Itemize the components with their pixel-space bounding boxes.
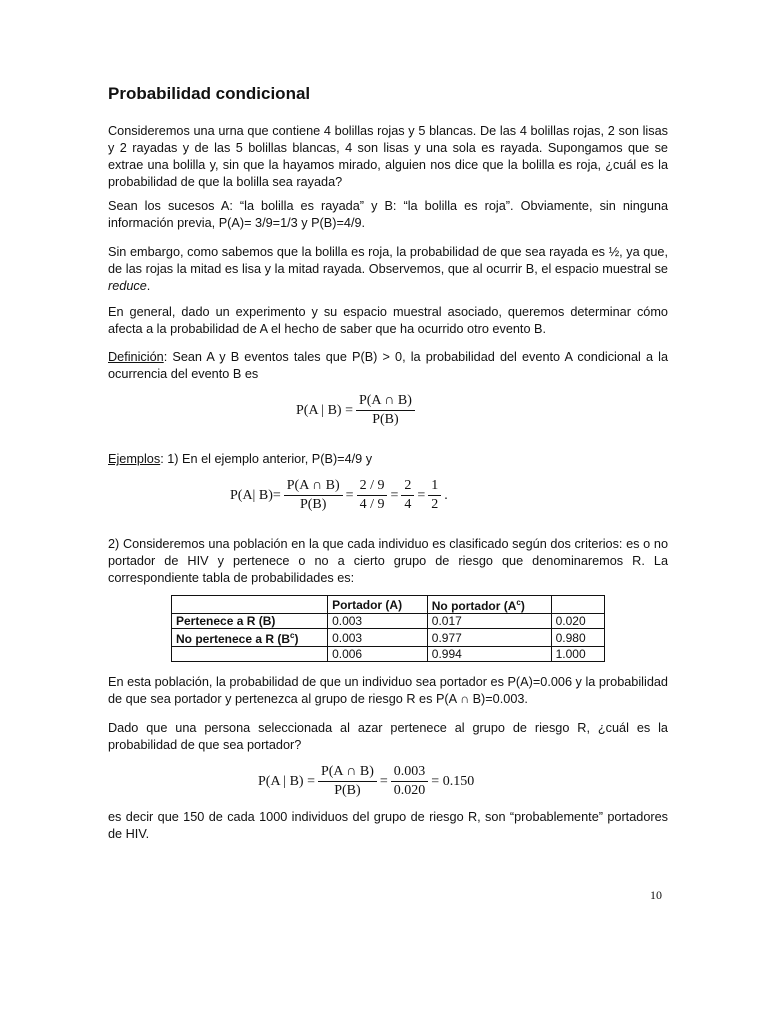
table-header-total-empty bbox=[551, 596, 604, 614]
formula1-fraction bbox=[356, 393, 415, 428]
formula-example-2 bbox=[258, 764, 474, 799]
formula-conditional-definition bbox=[296, 393, 418, 428]
examples-label: Ejemplos bbox=[108, 452, 161, 466]
paragraph-definition bbox=[108, 349, 668, 383]
paragraph-conclusion: es decir que 150 de cada 1000 individuos del grupo de riesgo R, son “probablemente” portadores de HIV. bbox=[108, 810, 668, 841]
paragraph-events: Sean los sucesos A: “la bolilla es rayada” y B: “la bolilla es roja”. Obviamente, sin ninguna información previa, P(A)= 3/9=1/3 y P(B)=4/9. bbox=[108, 199, 668, 230]
formula1-lhs: P(A | B) = bbox=[296, 402, 353, 418]
cell-no-portador: 0.977 bbox=[427, 629, 551, 647]
table-row bbox=[172, 614, 605, 629]
row-label-text: Pertenece a R (B) bbox=[176, 614, 276, 628]
cell-no-portador: 0.017 bbox=[427, 614, 551, 629]
formula3-fraction-1 bbox=[318, 764, 377, 799]
table-header-empty bbox=[172, 596, 328, 614]
row-label bbox=[172, 647, 328, 662]
table-row bbox=[172, 629, 605, 647]
paragraph-general: En general, dado un experimento y su espacio muestral asociado, queremos determinar cómo afecta a la probabilidad de A el hecho de saber que ha ocurrido otro evento B. bbox=[108, 305, 668, 336]
section-title: Probabilidad condicional bbox=[108, 84, 311, 103]
formula2-num-3: 2 bbox=[401, 478, 414, 496]
row-complement-sup: c bbox=[290, 631, 295, 640]
paragraph-examples bbox=[108, 451, 668, 468]
cell-portador: 0.003 bbox=[328, 614, 428, 629]
header-complement-sup: c bbox=[516, 598, 521, 607]
formula2-fraction-2 bbox=[357, 478, 388, 513]
table-header-no-portador bbox=[427, 596, 551, 614]
table-row bbox=[172, 647, 605, 662]
formula2-den-2: 4 / 9 bbox=[359, 497, 385, 512]
formula2-eq-1: = bbox=[345, 487, 354, 503]
formula1-denominator: P(B) bbox=[372, 412, 399, 427]
formula3-eq: = bbox=[379, 773, 388, 789]
row-label bbox=[172, 629, 328, 647]
formula2-num-1: P(A ∩ B) bbox=[284, 478, 343, 496]
header-no-portador-text: No portador (A bbox=[431, 599, 517, 613]
paragraph-population-probability: En esta población, la probabilidad de que un individuo sea portador es P(A)=0.006 y la probabilidad de que sea portador y pertenezca al grupo de riesgo R es P(A ∩ B)=0.003. bbox=[108, 675, 668, 706]
cell-portador: 0.006 bbox=[328, 647, 428, 662]
definition-label: Definición bbox=[108, 350, 164, 364]
paragraph-urn-problem: Consideremos una urna que contiene 4 bolillas rojas y 5 blancas. De las 4 bolillas rojas, 2 son lisas y 2 rayadas y de las 5 bolillas blancas, 4 son lisas y una sola es rayada. Supongamos que se extrae una bolilla y, sin que la hayamos mirado, alguien nos dice que la bolilla es roja, ¿cuál es la probabilidad de que la bolilla sea rayada? bbox=[108, 124, 668, 189]
page-number: 10 bbox=[650, 888, 662, 902]
paragraph-hiv-population: 2) Consideremos una población en la que cada individuo es clasificado según dos criterios: es o no portador de HIV y pertenece o no a cierto grupo de riesgo que denominaremos R. La correspondiente tabla de probabilidades es: bbox=[108, 537, 668, 585]
formula2-den-1: P(B) bbox=[299, 497, 327, 512]
formula1-numerator: P(A ∩ B) bbox=[356, 393, 415, 411]
formula2-num-2: 2 / 9 bbox=[357, 478, 388, 496]
cell-total: 0.980 bbox=[551, 629, 604, 647]
formula3-fraction-2 bbox=[391, 764, 429, 799]
formula2-eq-2: = bbox=[390, 487, 399, 503]
formula2-eq-3: = bbox=[417, 487, 426, 503]
p3-text: Sin embargo, como sabemos que la bolilla es roja, la probabilidad de que sea rayada es ½, ya que, de las rojas la mitad es lisa y la mitad rayada. Observemos, que al ocurrir B, el espacio muestral se bbox=[108, 245, 668, 276]
table-header-row bbox=[172, 596, 605, 614]
cell-portador: 0.003 bbox=[328, 629, 428, 647]
table-header-portador: Portador (A) bbox=[328, 596, 428, 614]
row-label-text: No pertenece a R (B bbox=[176, 632, 291, 646]
formula2-fraction-4 bbox=[428, 478, 441, 513]
formula2-num-4: 1 bbox=[428, 478, 441, 496]
paragraph-question: Dado que una persona seleccionada al azar pertenece al grupo de riesgo R, ¿cuál es la probabilidad de que sea portador? bbox=[108, 721, 668, 752]
row-close-paren: ) bbox=[294, 632, 299, 646]
probability-table bbox=[171, 595, 605, 662]
formula3-result: = 0.150 bbox=[431, 773, 475, 789]
examples-text: : 1) En el ejemplo anterior, P(B)=4/9 y bbox=[160, 452, 373, 466]
formula2-fraction-3 bbox=[401, 478, 414, 513]
formula3-num-1: P(A ∩ B) bbox=[318, 764, 377, 782]
cell-total: 1.000 bbox=[551, 647, 604, 662]
formula-example-1 bbox=[230, 478, 448, 513]
cell-total: 0.020 bbox=[551, 614, 604, 629]
p3-end: . bbox=[146, 279, 151, 293]
formula2-den-3: 4 bbox=[404, 497, 412, 512]
formula2-period: . bbox=[444, 487, 448, 503]
formula2-lhs: P(A| B)= bbox=[230, 487, 281, 503]
formula3-den-2: 0.020 bbox=[393, 783, 426, 798]
formula2-fraction-1 bbox=[284, 478, 343, 513]
formula3-lhs: P(A | B) = bbox=[258, 773, 315, 789]
header-close-paren: ) bbox=[520, 599, 525, 613]
paragraph-reduced-space bbox=[108, 244, 668, 295]
formula2-den-4: 2 bbox=[431, 497, 439, 512]
p3-emphasis: reduce bbox=[108, 279, 147, 293]
cell-no-portador: 0.994 bbox=[427, 647, 551, 662]
formula3-den-1: P(B) bbox=[334, 783, 361, 798]
row-label bbox=[172, 614, 328, 629]
definition-text: : Sean A y B eventos tales que P(B) > 0, la probabilidad del evento A condicional a la ocurrencia del evento B es bbox=[108, 350, 668, 381]
formula3-num-2: 0.003 bbox=[391, 764, 429, 782]
